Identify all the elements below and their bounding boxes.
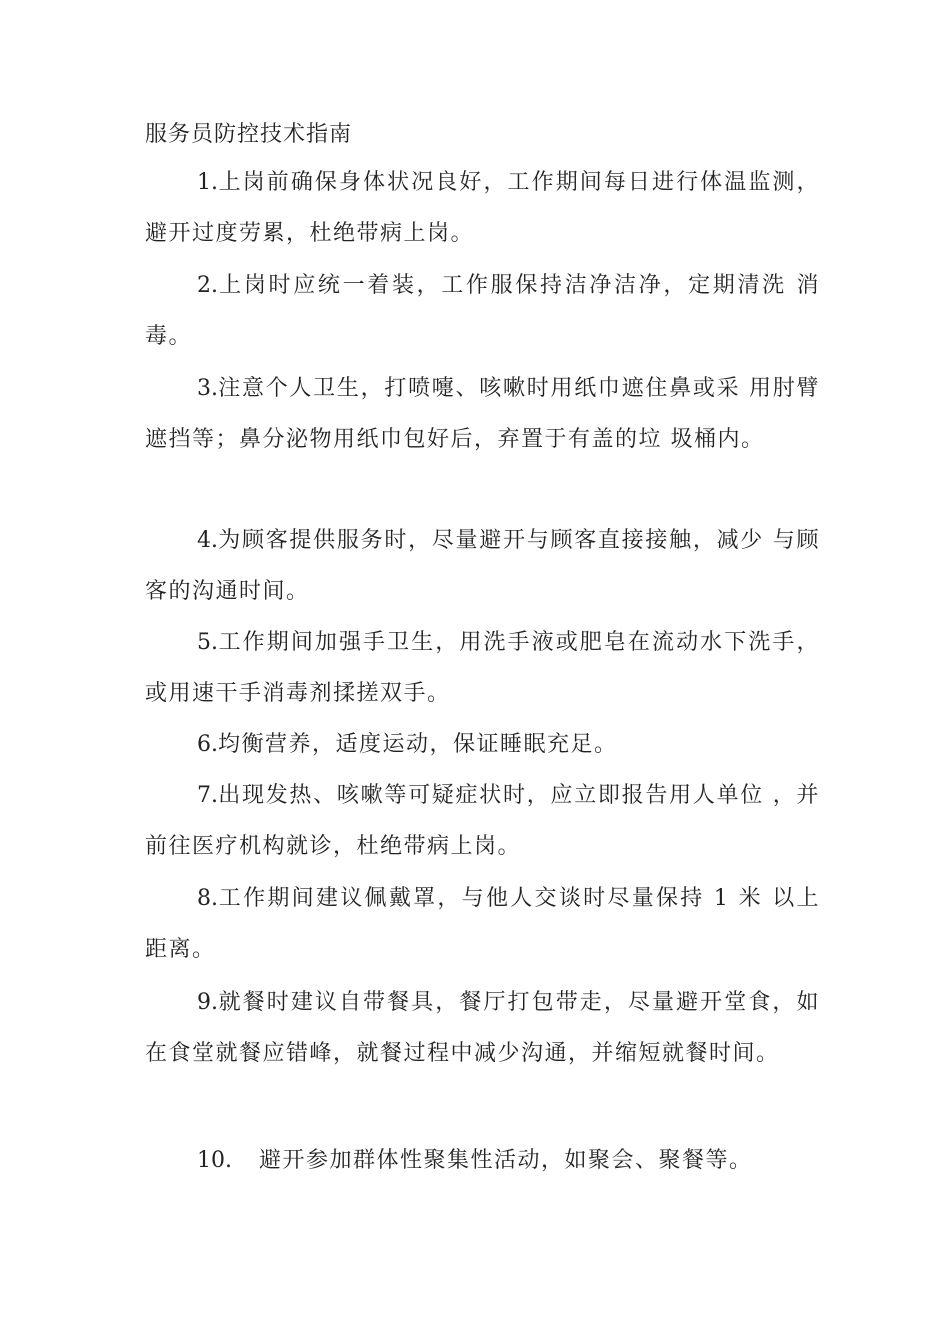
guideline-item-8	[145, 873, 820, 975]
item-text: 上岗时应统一着装，工作服保持洁净洁净，定期清洗 消毒。	[145, 273, 820, 349]
item-text: 工作期间加强手卫生，用洗手液或肥皂在流动水下洗手，或用速干手消毒剂揉搓双手。	[145, 630, 820, 706]
item-text: 为顾客提供服务时，尽量避开与顾客直接接触，减少 与顾客的沟通时间。	[145, 528, 820, 604]
document-title: 服务员防控技术指南	[145, 122, 353, 147]
guideline-item-1	[145, 157, 820, 259]
guideline-item-2	[145, 260, 820, 362]
item-number: 7.	[197, 783, 218, 808]
item-text: 注意个人卫生，打喷嚏、咳嗽时用纸巾遮住鼻或采 用肘臂遮挡等；鼻分泌物用纸巾包好后，弃置于有盖的垃 圾桶内。	[145, 376, 820, 452]
item-number: 6.	[197, 732, 218, 757]
item-number: 5.	[197, 630, 218, 655]
guideline-item-6	[145, 719, 820, 770]
item-number: 2.	[197, 273, 218, 298]
item-number: 4.	[197, 528, 218, 553]
item-number: 1.	[197, 170, 218, 195]
item-text: 避开参加群体性聚集性活动，如聚会、聚餐等。	[259, 1148, 753, 1173]
item-number: 3.	[197, 376, 218, 401]
guideline-item-10	[197, 1135, 753, 1186]
item-number: 9.	[197, 990, 218, 1015]
guideline-item-7	[145, 770, 820, 872]
item-number: 10.	[197, 1148, 232, 1173]
item-text: 上岗前确保身体状况良好，工作期间每日进行体温监测，避开过度劳累，杜绝带病上岗。	[145, 170, 820, 246]
guideline-item-4	[145, 515, 820, 617]
item-number: 8.	[197, 886, 218, 911]
guideline-item-5	[145, 617, 820, 719]
guideline-item-3	[145, 363, 820, 465]
item-text: 工作期间建议佩戴罩，与他人交谈时尽量保持 1 米 以上距离。	[145, 886, 820, 962]
item-text: 就餐时建议自带餐具，餐厅打包带走，尽量避开堂食，如在食堂就餐应错峰，就餐过程中减少沟通，并缩短就餐时间。	[145, 990, 820, 1066]
item-text: 出现发热、咳嗽等可疑症状时，应立即报告用人单位 ，并前往医疗机构就诊，杜绝带病上岗。	[145, 783, 820, 859]
item-text: 均衡营养，适度运动，保证睡眠充足。	[218, 732, 618, 757]
guideline-item-9	[145, 977, 820, 1079]
